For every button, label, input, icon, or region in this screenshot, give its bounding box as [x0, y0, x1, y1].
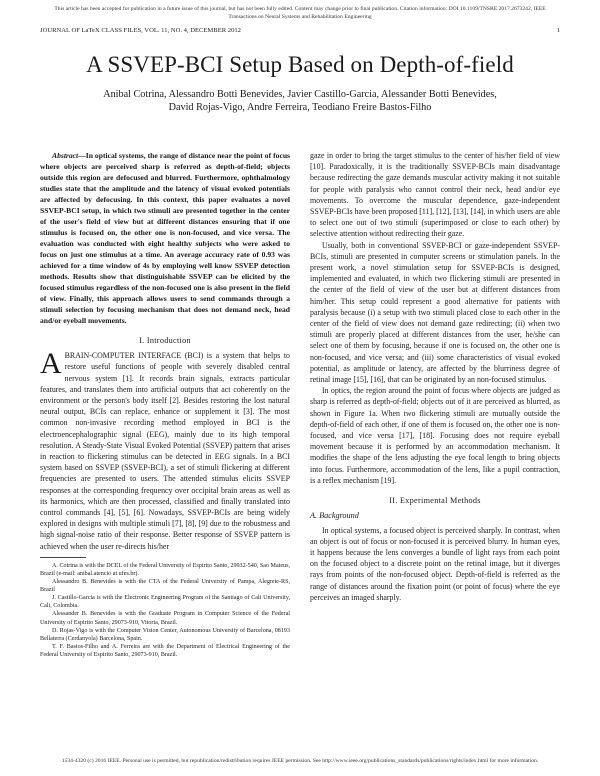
right-column	[310, 150, 560, 603]
paper-title: A SSVEP-BCI Setup Based on Depth-of-field	[86, 52, 514, 77]
section-heading-methods: II. Experimental Methods	[389, 496, 481, 506]
background-paragraph: In optical systems, a focused object is perceived sharply. In contrast, when an object is out of focus or non-focused it is perceived blurry. In human eyes, it happens because the lens converges a bundle of light rays from each point on the focused object to a discrete point on the retinal image, but it diverges rays from points of the non-focused object. Depth-of-field is referred as the range of distances around the fixation point (or point of focus) where the eye perceives an imaged sharply.	[310, 525, 560, 602]
abstract-label: Abstract	[52, 151, 79, 160]
footnote: Alessander B. Benevides is with the Graduate Program in Computer Science of the Federal University of Espirito Santo, 29073-910, Vitoria, Brazil.	[40, 611, 290, 626]
section-heading-introduction: I. Introduction	[139, 336, 191, 345]
footnote: J. Castillo-Garcia is with the Electronic Engineering Program of the Santiago of Cali University, Cali, Colombia.	[40, 595, 290, 610]
footnote: Alessandro B. Benevides is with the CTA of the Federal University of Pampa, Alegrete-RS, Brazil	[40, 579, 290, 594]
author-list	[40, 88, 560, 114]
authors-line-2: David Rojas-Vigo, Andre Ferreira, Teodiano Freire Bastos-Filho	[168, 102, 432, 113]
page-number: 1	[556, 27, 560, 34]
footnote: D. Rojas-Vigo is with the Computer Vision Center, Autonomous University of Barcelona, 08193 Bellaterra (Cerdanyola) Barcelona, Spain.	[40, 627, 290, 642]
subsection-heading-background: A. Background	[310, 511, 359, 521]
running-head	[40, 27, 560, 34]
left-column	[40, 150, 290, 659]
intro-paragraph-1	[40, 347, 290, 552]
drop-cap: A	[40, 347, 62, 381]
abstract-text: —In optical systems, the range of distance near the point of focus where objects are perceived sharp is referred as depth-of-field; objects outside this region are defocused and blurred. Furthermore, ophthalmology studies state that the amplitude and the latency of visual evoked potentials are affected by defocusing. In this context, this paper evaluates a novel SSVEP-BCI setup, in which two stimuli are presented together in the center of the user's field of view but at different distances ensuring that if one stimulus is focused on, the other one is non-focused, and vice versa. The evaluation was conducted with eight healthy subjects who were asked to focus on just one stimulus at a time. An average accuracy rate of 0.93 was achieved for a time window of 4s by employing well know SSVEP detection methods. Results show that distinguishable SSVEP can be elicited by the focused stimulus regardless of the non-focused one is also present in the field of view. Finally, this approach allows users to send commands through a stimuli selection by focusing mechanism that does not demand neck, head and/or eyeball movements.	[40, 151, 290, 325]
footnote: T. F. Bastos-Filho and A. Ferreira are with the Department of Electrical Engineering of the Federal University of Espirito Santo, 29073-910, Brazil.	[40, 643, 290, 658]
copyright-footer: 1534-4320 (c) 2016 IEEE. Personal use is permitted, but republication/redistribution requires IEEE permission. See http://www.ieee.org/publications_standards/publications/rights/index.html for more information.	[61, 758, 539, 764]
authors-line-1: Anibal Cotrina, Alessandro Botti Benevides, Javier Castillo-Garcia, Alessander Botti Benevides,	[103, 89, 497, 100]
intro-paragraph-2: Usually, both in conventional SSVEP-BCI or gaze-independent SSVEP-BCIs, stimuli are presented in computer screens or stimulation panels. In the present work, a novel stimulation setup for SSVEP-BCIs is designed, implemented and evaluated, in which two flickering stimuli are presented in the center of the field of view of the user but at different distances from him/her. This setup could represent a good alternative for patients with paralysis because (i) a setup with two stimuli placed close to each other in the center of the field of view does not demand gaze redirecting; (ii) when two stimuli are properly placed at different distances from the user, he/she can select one of them by focusing, because if one is focused on, the other one is non-focused, and vice versa; and (iii) some characteristics of visual evoked potential, as amplitude or latency, are affected by the blurriness degree of retinal image [15], [16], that can be originated by an non-focused stimulus.	[310, 240, 560, 385]
abstract	[40, 150, 290, 326]
publication-notice: This article has been accepted for publication in a future issue of this journal, but has not been fully edited. Content may change prior to final publication. Citation information: DOI 10.1109/TNSRE.2017.2673242, IEEE Transactions on Neural Systems and Rehabilitation Engineering	[54, 6, 546, 20]
footnote: A. Cotrina is with the DCEL of the Federal University of Espirito Santo, 29932-540, Sao Mateus, Brazil (e-mail: anibal.atencio at ufes.br).	[40, 562, 290, 577]
intro-text-1: BRAIN-COMPUTER INTERFACE (BCI) is a system that helps to restore useful functions of people with severely disabled central nervous system [1]. It records brain signals, extracts particular features, and translates them into artificial outputs that act coherently on the environment or the person's body itself [2]. Besides restoring the lost natural neural output, BCIs can replace, enhance or supplement it [3]. The most common non-invasive recording method employed in BCI is the electroencephalographic signal (EEG), mainly due to its high temporal resolution. A Steady-State Visual Evoked Potential (SSVEP) pattern that arises in reaction to flickering stimulus can be detected in EEG signals. In a BCI system based on SSVEP (SSVEP-BCI), a set of stimuli flickering at different frequencies are presented to users. The attended stimulus elicits SSVEP responses at the corresponding frequency over occipital brain areas as well as its harmonics, which are then processed, classified and finally translated into control commands [4], [5], [6]. Nowadays, SSVEP-BCIs are being widely explored in designs with multiple stimuli [7], [8], [9] due to the robustness and high signal-noise ratio of their response. Better response of SSVEP pattern is achieved when the user re-directs his/her	[40, 351, 290, 551]
intro-paragraph-continued: gaze in order to bring the target stimulus to the center of his/her field of view [10]. Paradoxically, it is the traditionally SSVEP-BCIs main disadvantage because redirecting the gaze demands muscular activity making it not suitable for people with paralysis who cannot control their neck, head and/or eye movements. To overcome the muscular dependence, gaze-independent SSVEP-BCIs have been proposed [11], [12], [13], [14], in which users are able to select one out of two stimuli (superimposed or close to each other) by selective attention without redirecting their gaze.	[310, 151, 560, 239]
footnote-rule	[40, 557, 86, 558]
journal-info: JOURNAL OF LaTeX CLASS FILES, VOL. 11, NO. 4, DECEMBER 2012	[40, 27, 241, 34]
intro-paragraph-3: In optics, the region around the point of focus where objects are judged as sharp is referred as depth-of-field; objects out of it are perceived as blurred, as shown in Figure 1a. When two flickering stimuli are mutually outside the depth-of-field of each other, if one of them is focused on, the other one is non-focused, and vice versa [17], [18]. Focusing does not require eyeball movement because it is performed by an accommodation mechanism. It modifies the shape of the lens adjusting the eye focal length to bring objects into focus. Furthermore, accommodation of the lens, like a pupil contraction, is a reflex mechanism [19].	[310, 386, 560, 485]
